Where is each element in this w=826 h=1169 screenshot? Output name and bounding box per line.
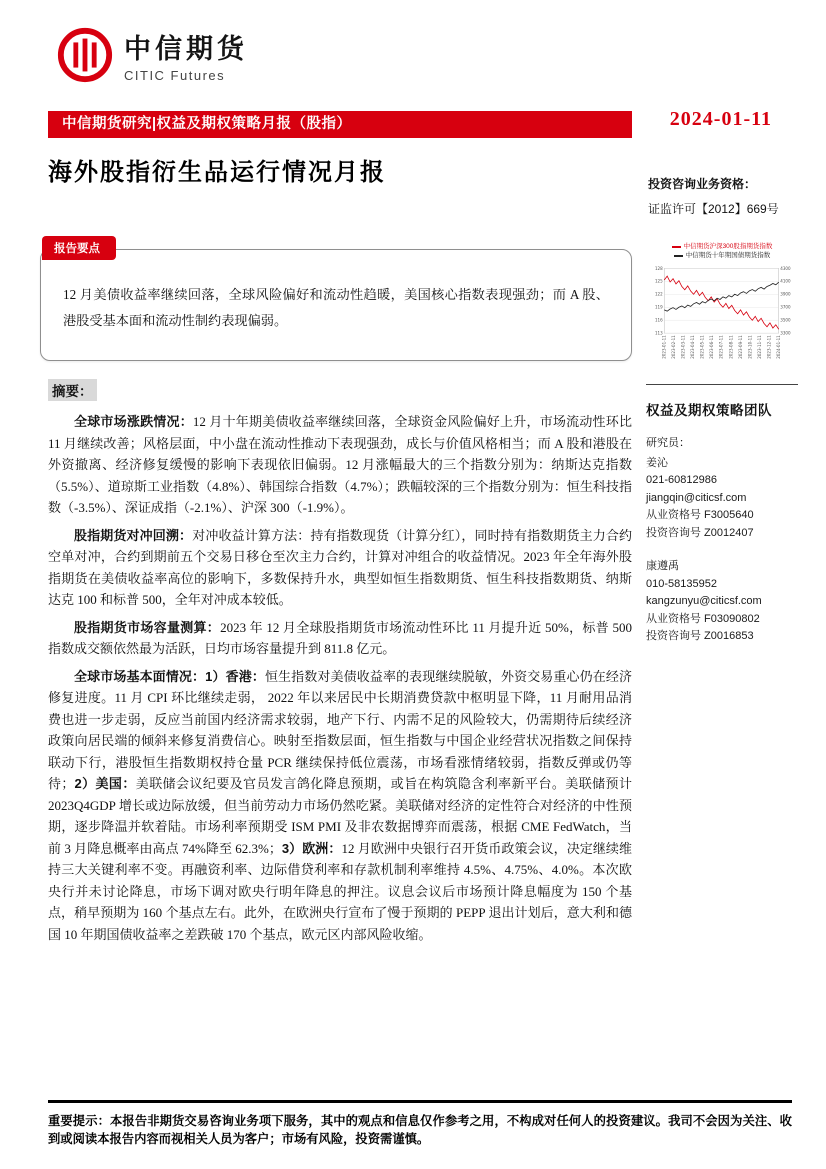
report-title: 海外股指衍生品运行情况月报 — [48, 159, 386, 186]
paragraph-lead-hk: 1）香港： — [205, 668, 265, 684]
svg-text:2024-01-11: 2024-01-11 — [775, 335, 781, 359]
sidebar-divider — [646, 384, 798, 385]
legend-line-black-icon — [674, 255, 683, 257]
paragraph-lead: 股指期货市场容量测算： — [74, 619, 221, 635]
svg-text:2023-07-11: 2023-07-11 — [718, 335, 724, 359]
highlights-tab: 报告要点 — [42, 236, 116, 260]
svg-text:2023-03-11: 2023-03-11 — [680, 335, 686, 359]
team-member — [646, 558, 798, 646]
footer-disclaimer — [48, 1100, 792, 1148]
svg-text:113: 113 — [654, 330, 663, 336]
summary-heading: 摘要： — [48, 379, 97, 401]
paragraph-lead-eu: 3）欧洲： — [281, 840, 342, 856]
svg-text:125: 125 — [654, 278, 663, 284]
svg-text:4100: 4100 — [780, 278, 791, 284]
svg-text:128: 128 — [654, 265, 663, 271]
report-date: 2024-01-11 — [669, 108, 772, 130]
svg-text:2023-04-11: 2023-04-11 — [690, 335, 696, 359]
legend-item — [646, 251, 798, 260]
member-advisory-number: 投资咨询号 Z0016853 — [646, 630, 754, 642]
paragraph-text-eu: 12 月欧洲中央银行召开货币政策会议，决定继续维持三大关键利率不变。再融资利率、边际借贷利率和存款机制利率维持 4.5%、4.75%、4.0%。本次欧央行并未讨论降息，市场下调对欧央行明年降息的押注。议息会议后市场预计降息幅度为 150 个基点，稍早预期为 160 个基点左右。此外，在欧洲央行宣布了慢于预期的 PEPP 退出计划后，意大利和德国 10 年期国债收益率之差跌破 170 个基点，欧元区内部风险收缩。 — [48, 840, 632, 942]
svg-text:2023-12-11: 2023-12-11 — [766, 335, 772, 359]
paragraph-lead: 全球市场涨跌情况： — [74, 414, 193, 429]
svg-text:3300: 3300 — [780, 330, 791, 336]
paragraph-lead-us: 2）美国： — [74, 776, 136, 791]
summary-paragraph-fundamentals — [48, 666, 632, 946]
svg-text:3500: 3500 — [780, 317, 791, 323]
paragraph-text: 对冲收益计算方法：持有指数现货（计算分红），同时持有指数期货主力合约空单对冲，合约到期前五个交易日移仓至次主力合约，计算对冲组合的收益情况。2023 年全年海外股指期货在美债收益率高位的影响下，多数保持升水，典型如恒生指数期货、恒生科技指数期货、纳斯达克 100 和标普 500，全年对冲成本较低。 — [48, 527, 632, 607]
svg-text:3700: 3700 — [780, 304, 791, 310]
series-banner: 中信期货研究|权益及期权策略月报（股指） — [48, 111, 632, 138]
legend-item — [646, 242, 798, 251]
svg-text:2023-08-11: 2023-08-11 — [728, 335, 734, 359]
svg-text:2023-10-11: 2023-10-11 — [747, 335, 753, 359]
sidebar — [646, 242, 798, 646]
highlights-box — [40, 249, 632, 361]
citic-logo-icon — [56, 26, 114, 84]
logo-name-en: CITIC Futures — [124, 68, 226, 83]
svg-text:116: 116 — [654, 317, 663, 323]
legend-label: 中信期货十年期国债期货指数 — [685, 252, 771, 259]
logo-text — [124, 27, 248, 83]
svg-text:2023-05-11: 2023-05-11 — [699, 335, 705, 359]
svg-text:2023-11-11: 2023-11-11 — [756, 335, 762, 359]
svg-text:2023-02-11: 2023-02-11 — [670, 335, 676, 359]
logo-name-cn: 中信期货 — [124, 34, 248, 64]
paragraph-text: 12 月十年期美债收益率继续回落，全球资金风险偏好上升，市场流动性环比 11 月继续改善；风格层面，中小盘在流动性推动下表现强劲，成长与价值风格相当；而 A 股和港股在外资撤离、经济修复缓慢的影响下表现依旧偏弱。12 月涨幅最大的三个指数分别为：纳斯达克指数（5.5%）、道琼斯工业指数（4.8%）、韩国综合指数（4.7%）；跌幅较深的三个指数分别为：恒生科技指数（-3.5%）、深证成指（-2.1%）、沪深 300（-1.9%）。 — [48, 414, 632, 515]
team-block — [646, 399, 798, 646]
member-name: 康遵禹 — [646, 560, 679, 572]
member-advisory-number: 投资咨询号 Z0012407 — [646, 526, 754, 539]
svg-text:119: 119 — [654, 304, 663, 310]
paragraph-text: 2023 年 12 月全球股指期货市场流动性环比 11 月提升近 50%，标普 500 指数成交额依然最为活跃，日均市场容量提升到 811.8 亿元。 — [48, 619, 632, 656]
paragraph-lead: 全球市场基本面情况： — [74, 668, 206, 684]
summary-paragraph-hedge-backtest — [48, 525, 632, 611]
footer-text: 本报告非期货交易咨询业务项下服务，其中的观点和信息仅作参考之用，不构成对任何人的投资建议。我司不会因为关注、收到或阅读本报告内容而视相关人员为客户；市场有风险，投资需谨慎。 — [48, 1114, 792, 1146]
footer-label: 重要提示： — [48, 1114, 111, 1128]
member-cert-number: 从业资格号 F3005640 — [646, 509, 754, 521]
svg-text:2023-01-11: 2023-01-11 — [661, 335, 667, 359]
researcher-role-label: 研究员： — [646, 437, 690, 449]
paragraph-lead: 股指期货对冲回溯： — [74, 527, 193, 543]
svg-text:122: 122 — [654, 291, 663, 297]
svg-text:3900: 3900 — [780, 291, 791, 297]
legend-label: 中信期货沪深300股指期货指数 — [683, 243, 773, 250]
qualification-block — [648, 176, 798, 217]
qualification-label: 投资咨询业务资格： — [648, 177, 757, 191]
member-cert-number: 从业资格号 F03090802 — [646, 612, 760, 625]
line-chart — [646, 262, 798, 374]
sidebar-index-chart — [646, 242, 798, 374]
team-member — [646, 455, 798, 543]
svg-text:2023-09-11: 2023-09-11 — [737, 335, 743, 359]
member-email: kangzunyu@citicsf.com — [646, 595, 762, 607]
member-phone: 021-60812986 — [646, 474, 717, 486]
member-email: jiangqin@citicsf.com — [646, 491, 747, 504]
summary-paragraph-market-moves — [48, 411, 632, 519]
logo — [56, 26, 248, 84]
svg-text:2023-06-11: 2023-06-11 — [709, 335, 715, 359]
svg-text:4300: 4300 — [780, 265, 791, 271]
qualification-value: 证监许可【2012】669号 — [648, 202, 779, 216]
paragraph-text-hk: 恒生指数对美债收益率的表现继续脱敏，外资交易重心仍在经济修复进度。11 月 CPI 环比继续走弱， 2022 年以来居民中长期消费贷款中枢明显下降，11 月耐用品消费也进一步走弱，反应当前国内经济需求较弱，地产下行、内需不足的风险较大，仍需期待后续经济政策向居民端的倾斜来修复消费信心。映射至指数层面，恒生指数与中国企业经营状况指数之间保持联动下行，港股恒生指数期权持仓量 PCR 继续保持低位震荡，市场看涨情绪较弱，指数反弹或仍等待； — [48, 668, 632, 791]
paragraph-text-us: 美联储会议纪要及官员发言鸽化降息预期，或旨在构筑隐含利率新平台。美联储预计 2023Q4GDP 增长或边际放缓，但当前劳动力市场仍然吃紧。美联储对经济的定性符合对经济的中性预期，逐步降温并软着陆。市场利率预期受 ISM PMI 及非农数据博弈而震荡，根据 CME FedWatch，当前 3 月降息概率由高点 74%降至 62.3%； — [48, 776, 632, 856]
main-column — [40, 236, 632, 951]
highlights-text: 12 月美债收益率继续回落，全球风险偏好和流动性趋暖，美国核心指数表现强劲；而 A 股、港股受基本面和流动性制约表现偏弱。 — [63, 287, 609, 328]
summary-heading-row — [48, 379, 632, 401]
member-name: 姜沁 — [646, 456, 668, 469]
legend-line-red-icon — [672, 246, 681, 248]
chart-legend — [646, 242, 798, 260]
member-phone: 010-58135952 — [646, 577, 717, 590]
team-title: 权益及期权策略团队 — [646, 403, 772, 418]
summary-paragraph-market-capacity — [48, 617, 632, 660]
